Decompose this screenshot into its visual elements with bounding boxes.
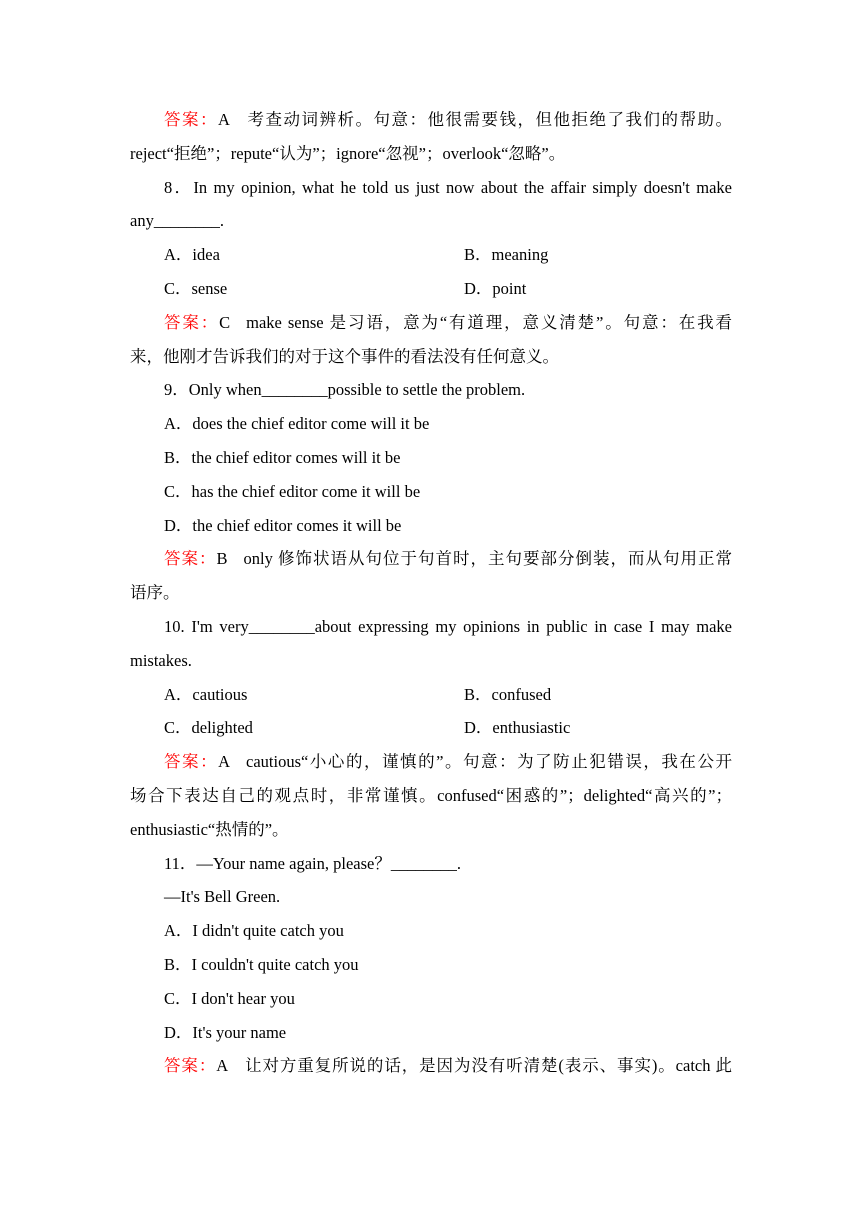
q11-option-a: [130, 914, 732, 948]
q11-option-d: [130, 1016, 732, 1050]
question-stem: any________.: [130, 211, 224, 231]
option-a: A．cautious: [164, 684, 248, 704]
option-b: B．the chief editor comes will it be: [164, 447, 401, 467]
option-a: A．idea: [164, 245, 220, 265]
option-d: D．the chief editor comes it will be: [164, 515, 402, 535]
answer-letter: A: [218, 752, 231, 772]
q7-explanation-line: [130, 137, 732, 171]
answer-explanation: make sense 是习语，意为“有道理，意义清楚”。句意：在我看: [246, 312, 732, 332]
question-stem: mistakes.: [130, 650, 192, 670]
answer-label: 答案：: [164, 312, 220, 332]
q10-stem-line: [130, 644, 732, 678]
q9-option-a: [130, 407, 732, 441]
q8-answer-line: [130, 306, 732, 340]
answer-label: 答案：: [164, 1056, 217, 1076]
option-b: B．I couldn't quite catch you: [164, 954, 359, 974]
answer-label: 答案：: [164, 110, 219, 129]
option-c: C．has the chief editor come it will be: [164, 481, 421, 501]
document-page: [130, 103, 732, 1083]
q9-option-b: [130, 441, 732, 475]
question-stem: 11．—Your name again, please？________.: [164, 853, 461, 873]
option-c: C．I don't hear you: [164, 988, 295, 1008]
answer-explanation: 让对方重复所说的话，是因为没有听清楚(表示、事实)。catch 此: [244, 1056, 732, 1076]
answer-letter: C: [219, 312, 231, 332]
option-d: D．enthusiastic: [464, 718, 571, 738]
option-b: B．meaning: [464, 245, 549, 265]
answer-explanation: 考查动词辨析。句意：他很需要钱，但他拒绝了我们的帮助。: [245, 110, 732, 129]
option-c: C．sense: [164, 278, 228, 298]
answer-label: 答案：: [164, 752, 219, 772]
option-a: A．does the chief editor come will it be: [164, 414, 430, 434]
answer-letter: A: [218, 110, 230, 129]
option-a: A．I didn't quite catch you: [164, 921, 344, 941]
q10-explanation-line: [130, 813, 732, 847]
answer-explanation: only 修饰状语从句位于句首时，主句要部分倒装，而从句用正常: [243, 549, 732, 569]
answer-explanation: 场合下表达自己的观点时，非常谨慎。confused“困惑的”；delighted“高兴的”；: [130, 785, 732, 805]
answer-explanation: enthusiastic“热情的”。: [130, 819, 289, 839]
q11-answer-line: [130, 1049, 732, 1083]
answer-letter: A: [216, 1056, 229, 1076]
q8-stem-line: [130, 204, 732, 238]
question-stem: 9．Only when________possible to settle the problem.: [164, 380, 526, 400]
q11-stem-line: [130, 847, 732, 881]
q11-option-b: [130, 948, 732, 982]
option-b: B．confused: [464, 684, 552, 704]
q11-option-c: [130, 982, 732, 1016]
q8-options-row: [130, 238, 732, 272]
q8-stem-line: [130, 171, 732, 205]
answer-explanation: 来，他刚才告诉我们的对于这个事件的看法没有任何意义。: [130, 346, 559, 366]
q8-explanation-line: [130, 340, 732, 374]
answer-letter: B: [216, 549, 228, 569]
q10-stem-line: [130, 610, 732, 644]
q9-answer-line: [130, 542, 732, 576]
q10-answer-line: [130, 745, 732, 779]
answer-explanation: cautious“小心的，谨慎的”。句意：为了防止犯错误，我在公开: [246, 752, 732, 772]
question-stem: 10. I'm very________about expressing my opinions in public in case I may make: [164, 616, 732, 636]
q10-options-row: [130, 678, 732, 712]
question-stem: —It's Bell Green.: [164, 887, 281, 907]
q9-option-c: [130, 475, 732, 509]
q10-explanation-line: [130, 779, 732, 813]
option-c: C．delighted: [164, 718, 253, 738]
answer-explanation: 语序。: [130, 583, 180, 603]
q9-option-d: [130, 509, 732, 543]
question-stem: 8．In my opinion, what he told us just now about the affair simply doesn't make: [164, 177, 732, 197]
q11-stem-line: [130, 880, 732, 914]
q10-options-row: [130, 711, 732, 745]
q9-explanation-line: [130, 576, 732, 610]
q8-options-row: [130, 272, 732, 306]
option-d: D．point: [464, 278, 527, 298]
q7-answer-line: [130, 103, 732, 137]
answer-explanation: reject“拒绝”；repute“认为”；ignore“忽视”；overlook“忽略”。: [130, 143, 566, 163]
answer-label: 答案：: [164, 549, 217, 569]
q9-stem-line: [130, 373, 732, 407]
option-d: D．It's your name: [164, 1022, 287, 1042]
